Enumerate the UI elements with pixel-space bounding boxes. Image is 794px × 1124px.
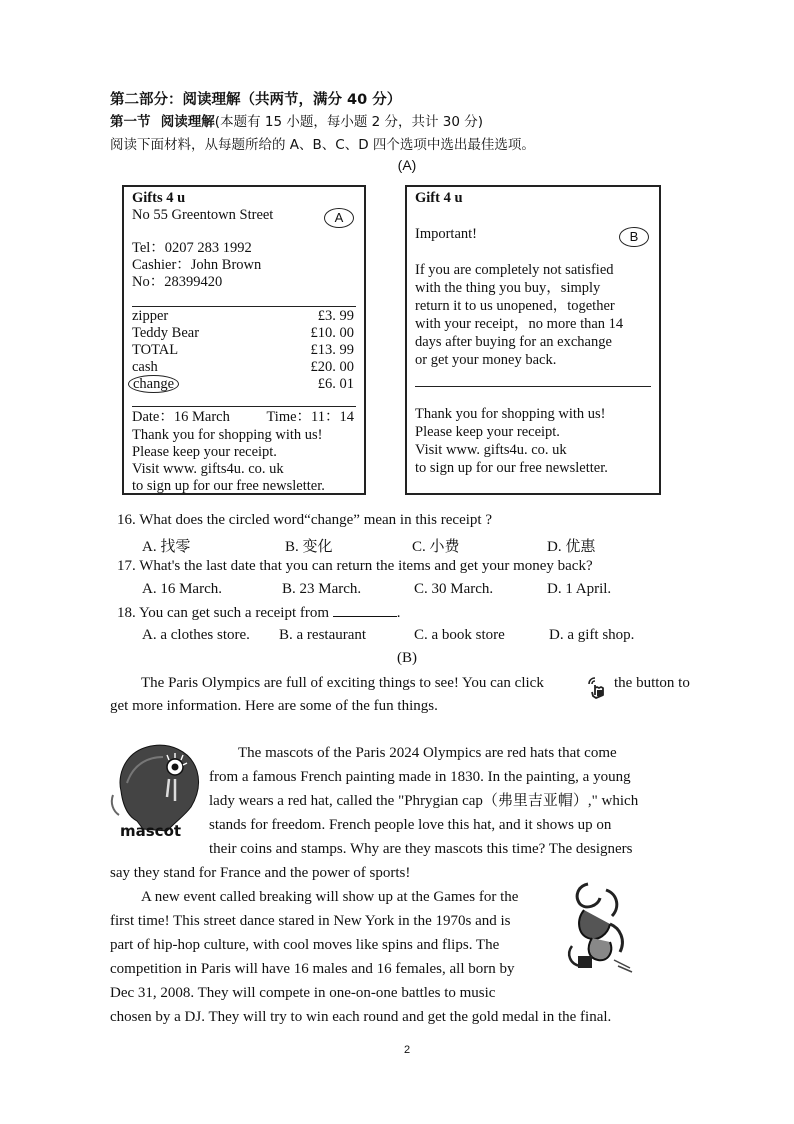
receipt-b-badge: B xyxy=(619,227,649,247)
receipt-b-keep: Please keep your receipt. xyxy=(415,424,560,440)
receipt-b-notice-line: return it to us unopened，together xyxy=(415,298,615,314)
question-17-option: C. 30 March. xyxy=(414,581,494,597)
receipt-a-time: Time：11：14 xyxy=(266,409,354,425)
receipt-b-notice-line: days after buying for an exchange xyxy=(415,334,612,350)
breaking-dancer-illustration xyxy=(558,876,640,976)
mascot-paragraph-line: The mascots of the Paris 2024 Olympics are red hats that come xyxy=(238,745,617,761)
mascot-caption: mascot xyxy=(120,822,182,840)
passage-b-intro: The Paris Olympics are full of exciting things to see! You can click xyxy=(141,675,544,691)
question-16-option: B. 变化 xyxy=(285,539,333,555)
breaking-paragraph-line: Dec 31, 2008. They will compete in one-on-one battles to music xyxy=(110,985,496,1001)
breaking-paragraph-line: chosen by a DJ. They will try to win each round and get the gold medal in the final. xyxy=(110,1009,612,1025)
receipt-a-keep: Please keep your receipt. xyxy=(132,444,277,460)
circled-change-word: change xyxy=(128,375,179,393)
question-17-option: B. 23 March. xyxy=(282,581,362,597)
part-title: 第二部分：阅读理解（共两节，满分 40 分） xyxy=(110,92,402,108)
question-17-stem: 17. What's the last date that you can return the items and get your money back? xyxy=(117,558,593,574)
receipt-a xyxy=(122,185,366,495)
receipt-a-visit: Visit www. gifts4u. co. uk xyxy=(132,461,284,477)
receipt-b-visit: Visit www. gifts4u. co. uk xyxy=(415,442,567,458)
mascot-paragraph-line: their coins and stamps. Why are they mascots this time? The designers xyxy=(209,841,633,857)
question-18-option: B. a restaurant xyxy=(279,627,367,643)
breaking-paragraph-line: part of hip-hop culture, with cool moves like spins and flips. The xyxy=(110,937,500,953)
receipt-a-tel: Tel：0207 283 1992 xyxy=(132,240,252,256)
mascot-paragraph-line: say they stand for France and the power of sports! xyxy=(110,865,411,881)
passage-b-intro-line2: get more information. Here are some of the fun things. xyxy=(110,698,438,714)
receipt-b xyxy=(405,185,661,495)
item-name: Teddy Bear xyxy=(132,325,200,341)
receipt-b-notice-line: with the thing you buy，simply xyxy=(415,280,601,296)
receipt-b-divider xyxy=(415,386,651,387)
receipt-b-notice-line: or get your money back. xyxy=(415,352,557,368)
item-amount: £13. 99 xyxy=(310,342,354,358)
section-heading xyxy=(110,110,483,130)
receipt-b-notice-line: with your receipt，no more than 14 xyxy=(415,316,624,332)
click-hand-icon xyxy=(586,676,610,700)
receipt-a-divider xyxy=(132,406,356,407)
question-18-option: D. a gift shop. xyxy=(549,627,635,643)
item-amount: £6. 01 xyxy=(317,376,354,392)
section-label: 第一节 xyxy=(110,114,151,130)
question-16-option: D. 优惠 xyxy=(547,539,596,555)
receipt-a-number: No：28399420 xyxy=(132,274,223,290)
mascot-paragraph-line: lady wears a red hat, called the "Phrygian cap（弗里吉亚帽）," which xyxy=(209,793,639,809)
item-amount: £3. 99 xyxy=(317,308,354,324)
question-17-option: A. 16 March. xyxy=(142,581,222,597)
question-18-stem-text: 18. You can get such a receipt from xyxy=(117,605,330,621)
receipt-b-important: Important! xyxy=(415,226,478,242)
page-number: 2 xyxy=(403,1044,411,1056)
section-note: (本题有 15 小题，每小题 2 分，共计 30 分) xyxy=(214,114,484,130)
item-name: TOTAL xyxy=(132,342,179,358)
mascot-paragraph-line: stands for freedom. French people love this hat, and it shows up on xyxy=(209,817,612,833)
item-name: zipper xyxy=(132,308,169,324)
receipt-b-thanks: Thank you for shopping with us! xyxy=(415,406,606,422)
question-18-stem xyxy=(117,604,401,622)
receipt-a-divider xyxy=(132,306,356,307)
item-name: cash xyxy=(132,359,158,375)
question-17-option: D. 1 April. xyxy=(547,581,612,597)
breaking-paragraph-line: first time! This street dance stared in New York in the 1970s and is xyxy=(110,913,511,929)
receipt-a-signup: to sign up for our free newsletter. xyxy=(132,478,325,494)
section-title: 阅读理解 xyxy=(160,114,215,130)
question-16-stem: 16. What does the circled word“change” mean in this receipt ? xyxy=(117,512,492,528)
breaking-paragraph-line: A new event called breaking will show up at the Games for the xyxy=(141,889,519,905)
receipt-a-date: Date：16 March xyxy=(132,409,230,425)
question-16-option: C. 小费 xyxy=(412,539,460,555)
item-amount: £10. 00 xyxy=(310,325,354,341)
receipt-a-badge: A xyxy=(324,208,354,228)
passage-b-intro-end: the button to xyxy=(614,675,690,691)
answer-blank xyxy=(333,604,397,617)
receipt-a-address: No 55 Greentown Street xyxy=(132,207,274,223)
receipt-a-thanks: Thank you for shopping with us! xyxy=(132,427,323,443)
passage-b-label: (B) xyxy=(397,650,417,666)
question-18-stem-end: . xyxy=(396,605,401,621)
receipt-a-cashier: Cashier：John Brown xyxy=(132,257,262,273)
breaking-paragraph-line: competition in Paris will have 16 males and 16 females, all born by xyxy=(110,961,515,977)
receipt-b-signup: to sign up for our free newsletter. xyxy=(415,460,608,476)
item-amount: £20. 00 xyxy=(310,359,354,375)
receipt-b-title: Gift 4 u xyxy=(415,190,463,206)
question-18-option: A. a clothes store. xyxy=(142,627,250,643)
instructions: 阅读下面材料，从每题所给的 A、B、C、D 四个选项中选出最佳选项。 xyxy=(110,137,535,153)
item-name-circled xyxy=(132,376,179,393)
question-16-option: A. 找零 xyxy=(142,539,191,555)
question-18-option: C. a book store xyxy=(414,627,505,643)
receipt-a-title: Gifts 4 u xyxy=(132,190,186,206)
receipt-b-notice-line: If you are completely not satisfied xyxy=(415,262,614,278)
mascot-paragraph-line: from a famous French painting made in 1830. In the painting, a young xyxy=(209,769,631,785)
passage-a-label: (A) xyxy=(397,157,417,173)
